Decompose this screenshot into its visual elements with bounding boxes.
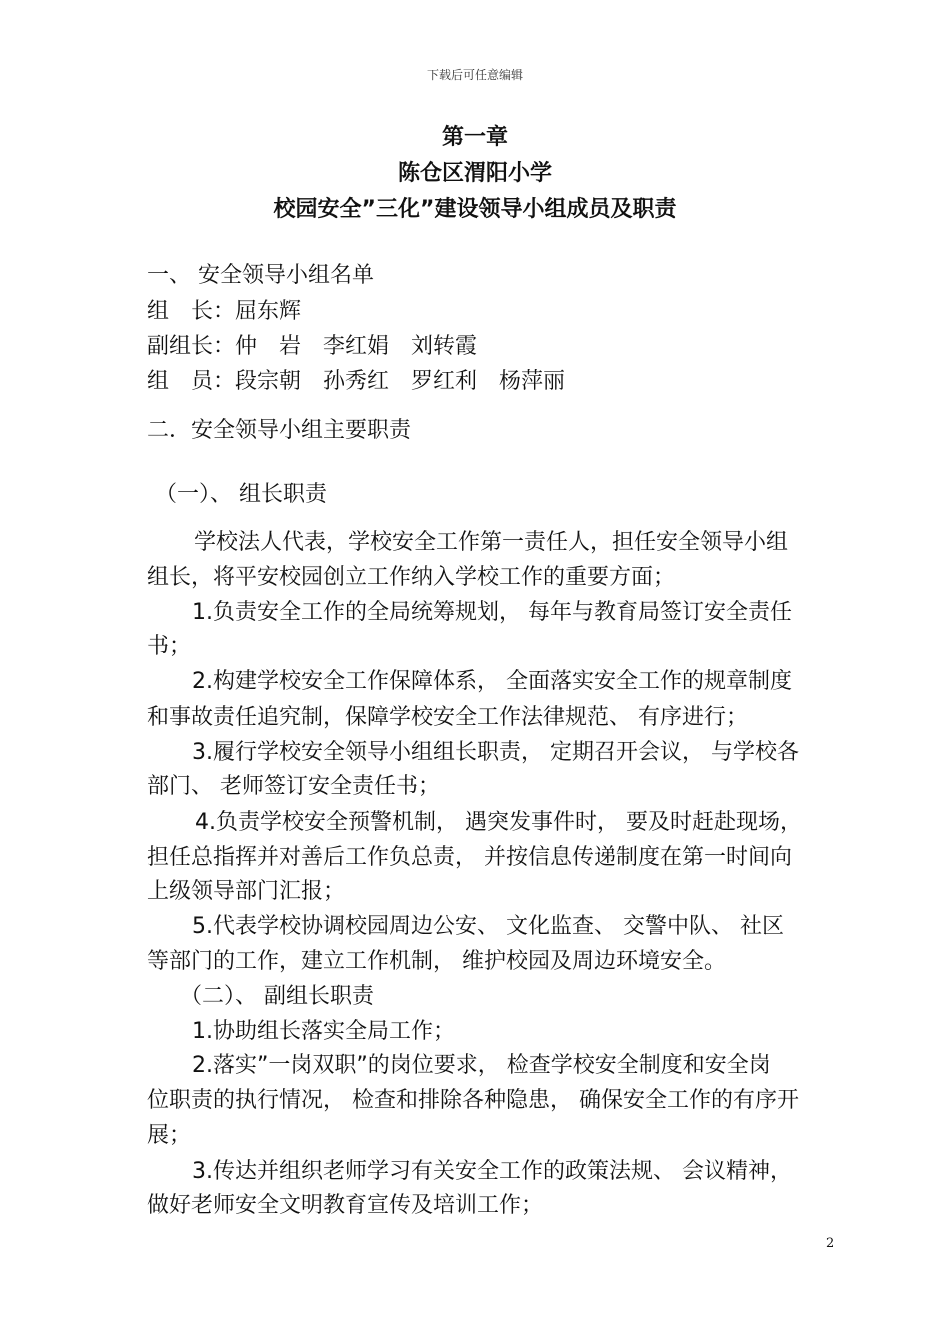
- paragraph-line: 组长，将平安校园创立工作纳入学校工作的重要方面；: [147, 565, 676, 590]
- paragraph-line: 位职责的执行情况， 检查和排除各种隐患， 确保安全工作的有序开: [147, 1088, 799, 1113]
- paragraph-line: 学校法人代表，学校安全工作第一责任人，担任安全领导小组: [194, 530, 789, 555]
- paragraph-line: 上级领导部门汇报；: [147, 879, 346, 904]
- deputy-line: 副组长：仲 岩 李红娟 刘转霞: [147, 334, 478, 359]
- paragraph-line: 3.传达并组织老师学习有关安全工作的政策法规、 会议精神，: [192, 1159, 792, 1184]
- page-number: 2: [826, 1236, 835, 1251]
- chapter-title: 第一章: [441, 125, 508, 150]
- sub2-heading: （二）、 副组长职责: [180, 984, 374, 1009]
- paragraph-line: 4.负责学校安全预警机制， 遇突发事件时， 要及时赶赴现场，: [195, 810, 802, 835]
- paragraph-line: 部门、 老师签订安全责任书；: [147, 774, 440, 799]
- school-title: 陈仓区渭阳小学: [397, 161, 552, 186]
- document-title: 校园安全”三化”建设领导小组成员及职责: [273, 197, 677, 222]
- sub1-heading: （一）、 组长职责: [155, 482, 327, 507]
- paragraph-line: 做好老师安全文明教育宣传及培训工作；: [147, 1193, 544, 1218]
- paragraph-line: 1.协助组长落实全局工作；: [192, 1019, 455, 1044]
- paragraph-line: 等部门的工作，建立工作机制， 维护校园及周边环境安全。: [147, 949, 726, 974]
- members-line: 组 员：段宗朝 孙秀红 罗红利 杨萍丽: [147, 369, 566, 394]
- paragraph-line: 展；: [147, 1123, 192, 1148]
- paragraph-line: 1.负责安全工作的全局统筹规划， 每年与教育局签订安全责任: [192, 600, 792, 625]
- paragraph-line: 书；: [147, 634, 192, 659]
- paragraph-line: 担任总指挥并对善后工作负总责， 并按信息传递制度在第一时间向: [147, 845, 792, 870]
- leader-line: 组 长：屈东辉: [147, 299, 302, 324]
- paragraph-line: 2.构建学校安全工作保障体系， 全面落实安全工作的规章制度: [192, 669, 792, 694]
- paragraph-line: 5.代表学校协调校园周边公安、 文化监查、 交警中队、 社区: [192, 914, 784, 939]
- paragraph-line: 2.落实”一岗双职”的岗位要求， 检查学校安全制度和安全岗: [192, 1053, 771, 1078]
- paragraph-line: 和事故责任追究制，保障学校安全工作法律规范、 有序进行；: [147, 705, 748, 730]
- section1-heading: 一、 安全领导小组名单: [147, 263, 374, 288]
- section2-heading: 二．安全领导小组主要职责: [147, 418, 412, 443]
- header-note: 下载后可任意编辑: [426, 68, 523, 82]
- paragraph-line: 3.履行学校安全领导小组组长职责， 定期召开会议， 与学校各: [192, 740, 799, 765]
